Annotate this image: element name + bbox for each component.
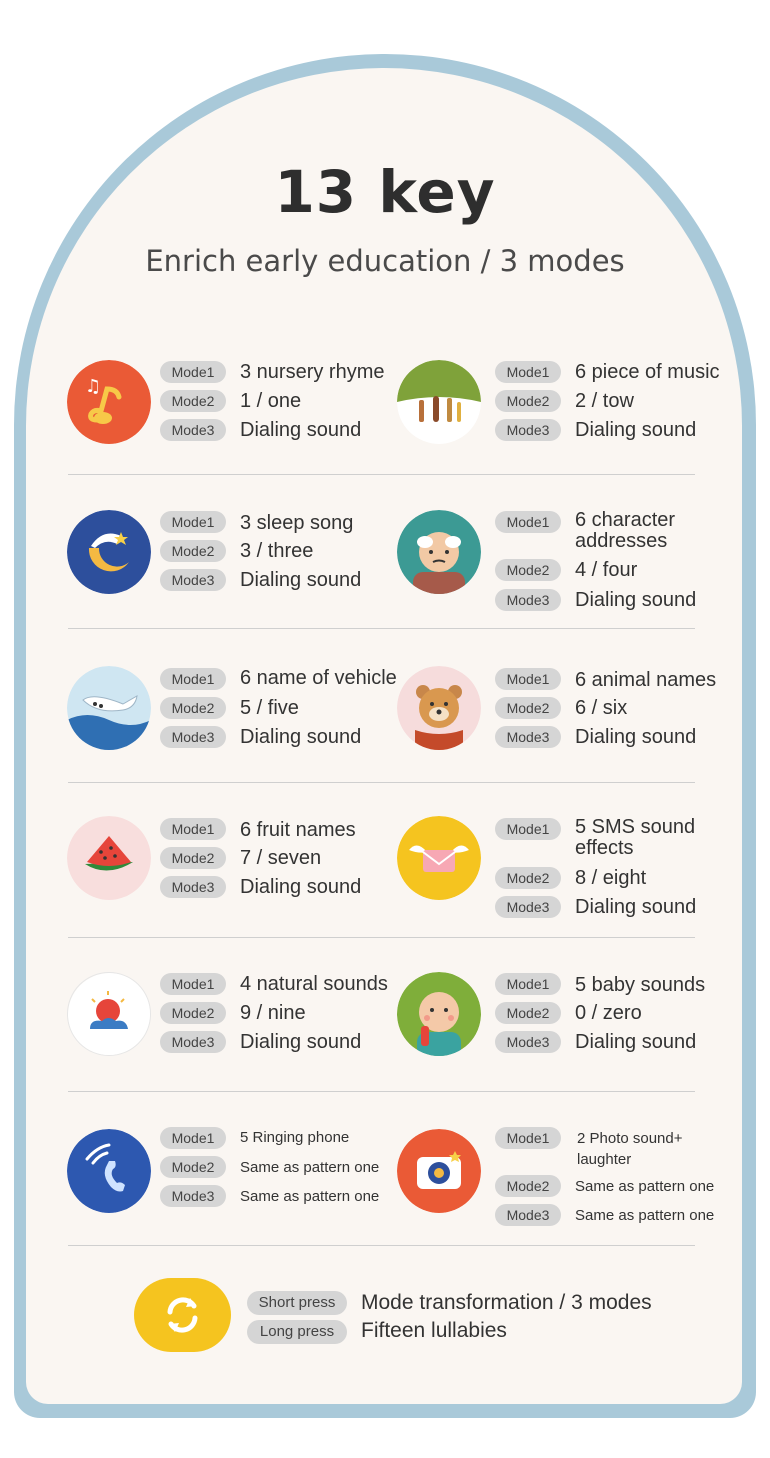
camera-icon[interactable] <box>397 1129 481 1213</box>
mode3-badge: Mode3 <box>160 876 226 898</box>
row-divider <box>68 1245 695 1246</box>
row-divider <box>68 782 695 783</box>
mode2-badge: Mode2 <box>495 559 561 581</box>
mode3-badge: Mode3 <box>495 589 561 611</box>
mode3-badge: Mode3 <box>495 419 561 441</box>
bear-icon[interactable] <box>397 666 481 750</box>
mode3-badge: Mode3 <box>495 1204 561 1226</box>
mode3-badge: Mode3 <box>160 419 226 441</box>
svg-text:♫: ♫ <box>85 376 102 397</box>
key-6-mode2: 6 / six <box>575 697 628 719</box>
mode1-badge: Mode1 <box>160 511 226 533</box>
key-5-mode3: Dialing sound <box>240 726 362 748</box>
key-6-mode1: 6 animal names <box>575 669 717 691</box>
key-11-mode2: Same as pattern one <box>240 1159 380 1176</box>
key-1-mode3: Dialing sound <box>240 419 362 441</box>
mode1-badge: Mode1 <box>160 668 226 690</box>
long-press-text: Fifteen lullabies <box>361 1319 507 1342</box>
key-7-mode2: 7 / seven <box>240 847 322 869</box>
key-5-mode2: 5 / five <box>240 697 299 719</box>
mode3-badge: Mode3 <box>160 569 226 591</box>
mode3-badge: Mode3 <box>495 896 561 918</box>
row-divider <box>68 628 695 629</box>
key-3-mode2: 3 / three <box>240 540 314 562</box>
key-5-mode1: 6 name of vehicle <box>240 667 397 689</box>
grandpa-icon[interactable] <box>397 510 481 594</box>
mode2-badge: Mode2 <box>495 867 561 889</box>
row-divider <box>68 1091 695 1092</box>
mode1-badge: Mode1 <box>495 818 561 840</box>
mode2-badge: Mode2 <box>160 390 226 412</box>
key-7-mode3: Dialing sound <box>240 876 362 898</box>
mode2-badge: Mode2 <box>160 1156 226 1178</box>
key-2-mode2: 2 / tow <box>575 390 634 412</box>
key-12-mode2: Same as pattern one <box>575 1178 715 1195</box>
key-6-mode3: Dialing sound <box>575 726 697 748</box>
mode3-badge: Mode3 <box>495 1031 561 1053</box>
key-9-mode3: Dialing sound <box>240 1031 362 1053</box>
key-4-mode2: 4 / four <box>575 559 638 581</box>
key-1-mode2: 1 / one <box>240 390 302 412</box>
key-7-mode1: 6 fruit names <box>240 819 356 841</box>
key-4-mode1: 6 character addresses <box>575 509 676 552</box>
key-11-mode3: Same as pattern one <box>240 1188 380 1205</box>
key-10-mode3: Dialing sound <box>575 1031 697 1053</box>
mode2-badge: Mode2 <box>495 697 561 719</box>
key-3-mode1: 3 sleep song <box>240 512 354 534</box>
key-12-mode3: Same as pattern one <box>575 1207 715 1224</box>
short-press-text: Mode transformation / 3 modes <box>361 1291 652 1314</box>
key-9-mode2: 9 / nine <box>240 1002 306 1024</box>
winged-envelope-icon[interactable] <box>397 816 481 900</box>
key-11-mode1: 5 Ringing phone <box>240 1129 350 1146</box>
sun-cloud-icon[interactable] <box>67 972 151 1056</box>
key-8-mode1: 5 SMS sound effects <box>575 816 696 859</box>
page-title: 13 key <box>274 158 496 226</box>
mode2-badge: Mode2 <box>495 1002 561 1024</box>
airplane-icon[interactable] <box>67 666 151 750</box>
page-subtitle: Enrich early education / 3 modes <box>145 244 625 278</box>
watermelon-icon[interactable] <box>67 816 151 900</box>
key-10-mode1: 5 baby sounds <box>575 974 706 996</box>
mode1-badge: Mode1 <box>495 1127 561 1149</box>
mode3-badge: Mode3 <box>160 1185 226 1207</box>
key-3-mode3: Dialing sound <box>240 569 362 591</box>
phone-icon[interactable] <box>67 1129 151 1213</box>
mode2-badge: Mode2 <box>160 540 226 562</box>
mode2-badge: Mode2 <box>160 697 226 719</box>
key-10-mode2: 0 / zero <box>575 1002 642 1024</box>
key-2-mode3: Dialing sound <box>575 419 697 441</box>
key-4-mode3: Dialing sound <box>575 589 697 611</box>
key-9-mode1: 4 natural sounds <box>240 973 388 995</box>
key-8-mode3: Dialing sound <box>575 896 697 918</box>
mode1-badge: Mode1 <box>495 973 561 995</box>
mode2-badge: Mode2 <box>160 1002 226 1024</box>
key-2-mode1: 6 piece of music <box>575 361 720 383</box>
mode1-badge: Mode1 <box>160 361 226 383</box>
refresh-icon[interactable] <box>134 1278 231 1352</box>
mode3-badge: Mode3 <box>160 726 226 748</box>
mode3-badge: Mode3 <box>495 726 561 748</box>
music-note-icon[interactable] <box>67 360 151 444</box>
key-1-mode1: 3 nursery rhyme <box>240 361 385 383</box>
moon-icon[interactable] <box>67 510 151 594</box>
mode1-badge: Mode1 <box>160 818 226 840</box>
mode2-badge: Mode2 <box>160 847 226 869</box>
key-8-mode2: 8 / eight <box>575 867 647 889</box>
mode2-badge: Mode2 <box>495 390 561 412</box>
row-divider <box>68 474 695 475</box>
long-press-badge: Long press <box>247 1320 347 1344</box>
mode1-badge: Mode1 <box>495 361 561 383</box>
key-12-mode1: 2 Photo sound+ laughter <box>577 1130 683 1168</box>
mode1-badge: Mode1 <box>495 511 561 533</box>
mode2-badge: Mode2 <box>495 1175 561 1197</box>
mode1-badge: Mode1 <box>495 668 561 690</box>
row-divider <box>68 937 695 938</box>
mode1-badge: Mode1 <box>160 973 226 995</box>
baby-icon[interactable] <box>397 972 481 1056</box>
mode1-badge: Mode1 <box>160 1127 226 1149</box>
reeds-icon[interactable] <box>397 360 481 444</box>
short-press-badge: Short press <box>247 1291 347 1315</box>
mode3-badge: Mode3 <box>160 1031 226 1053</box>
